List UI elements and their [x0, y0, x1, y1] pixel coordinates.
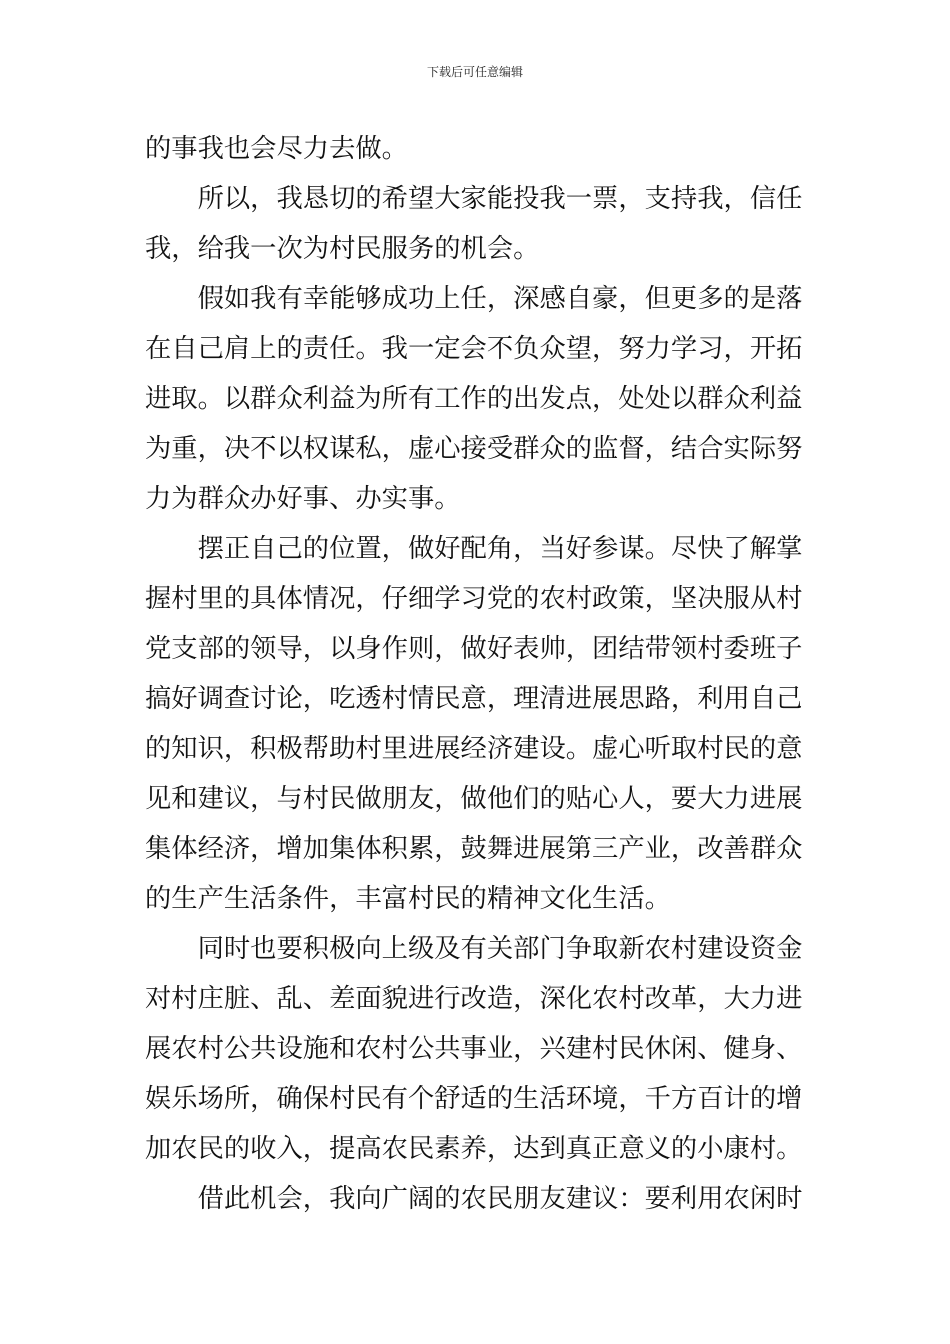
text-line: 展农村公共设施和农村公共事业，兴建村民休闲、健身、 [145, 1034, 803, 1064]
text-line: 借此机会，我向广阔的农民朋友建议：要利用农闲时 [197, 1184, 803, 1214]
text-line: 进取。以群众利益为所有工作的出发点，处处以群众利益 [145, 384, 803, 414]
text-line: 所以，我恳切的希望大家能投我一票，支持我，信任 [197, 184, 803, 214]
text-line: 党支部的领导，以身作则，做好表帅，团结带领村委班子 [145, 634, 803, 664]
text-line: 娱乐场所，确保村民有个舒适的生活环境，千方百计的增 [145, 1084, 803, 1114]
text-line: 在自己肩上的责任。我一定会不负众望，努力学习，开拓 [145, 334, 803, 364]
text-line: 力为群众办好事、办实事。 [145, 484, 461, 514]
text-line: 为重，决不以权谋私，虚心接受群众的监督，结合实际努 [145, 434, 803, 464]
text-line: 同时也要积极向上级及有关部门争取新农村建设资金 [197, 934, 803, 964]
text-line: 对村庄脏、乱、差面貌进行改造，深化农村改革，大力进 [145, 984, 803, 1014]
text-line: 我，给我一次为村民服务的机会。 [145, 234, 540, 264]
text-line: 握村里的具体情况，仔细学习党的农村政策，坚决服从村 [145, 584, 803, 614]
text-line: 的生产生活条件，丰富村民的精神文化生活。 [145, 884, 671, 914]
text-line: 集体经济，增加集体积累，鼓舞进展第三产业，改善群众 [145, 834, 803, 864]
text-line: 假如我有幸能够成功上任，深感自豪，但更多的是落 [197, 284, 803, 314]
text-line: 摆正自己的位置，做好配角，当好参谋。尽快了解掌 [197, 534, 803, 564]
text-line: 搞好调查讨论，吃透村情民意，理清进展思路，利用自己 [145, 684, 803, 714]
document-body [145, 124, 805, 1224]
text-line: 加农民的收入，提高农民素养，达到真正意义的小康村。 [145, 1134, 803, 1164]
text-line: 的知识，积极帮助村里进展经济建设。虚心听取村民的意 [145, 734, 803, 764]
text-line: 的事我也会尽力去做。 [145, 134, 408, 164]
page-header: 下载后可任意编辑 [426, 65, 523, 79]
text-line: 见和建议，与村民做朋友，做他们的贴心人，要大力进展 [145, 784, 803, 814]
